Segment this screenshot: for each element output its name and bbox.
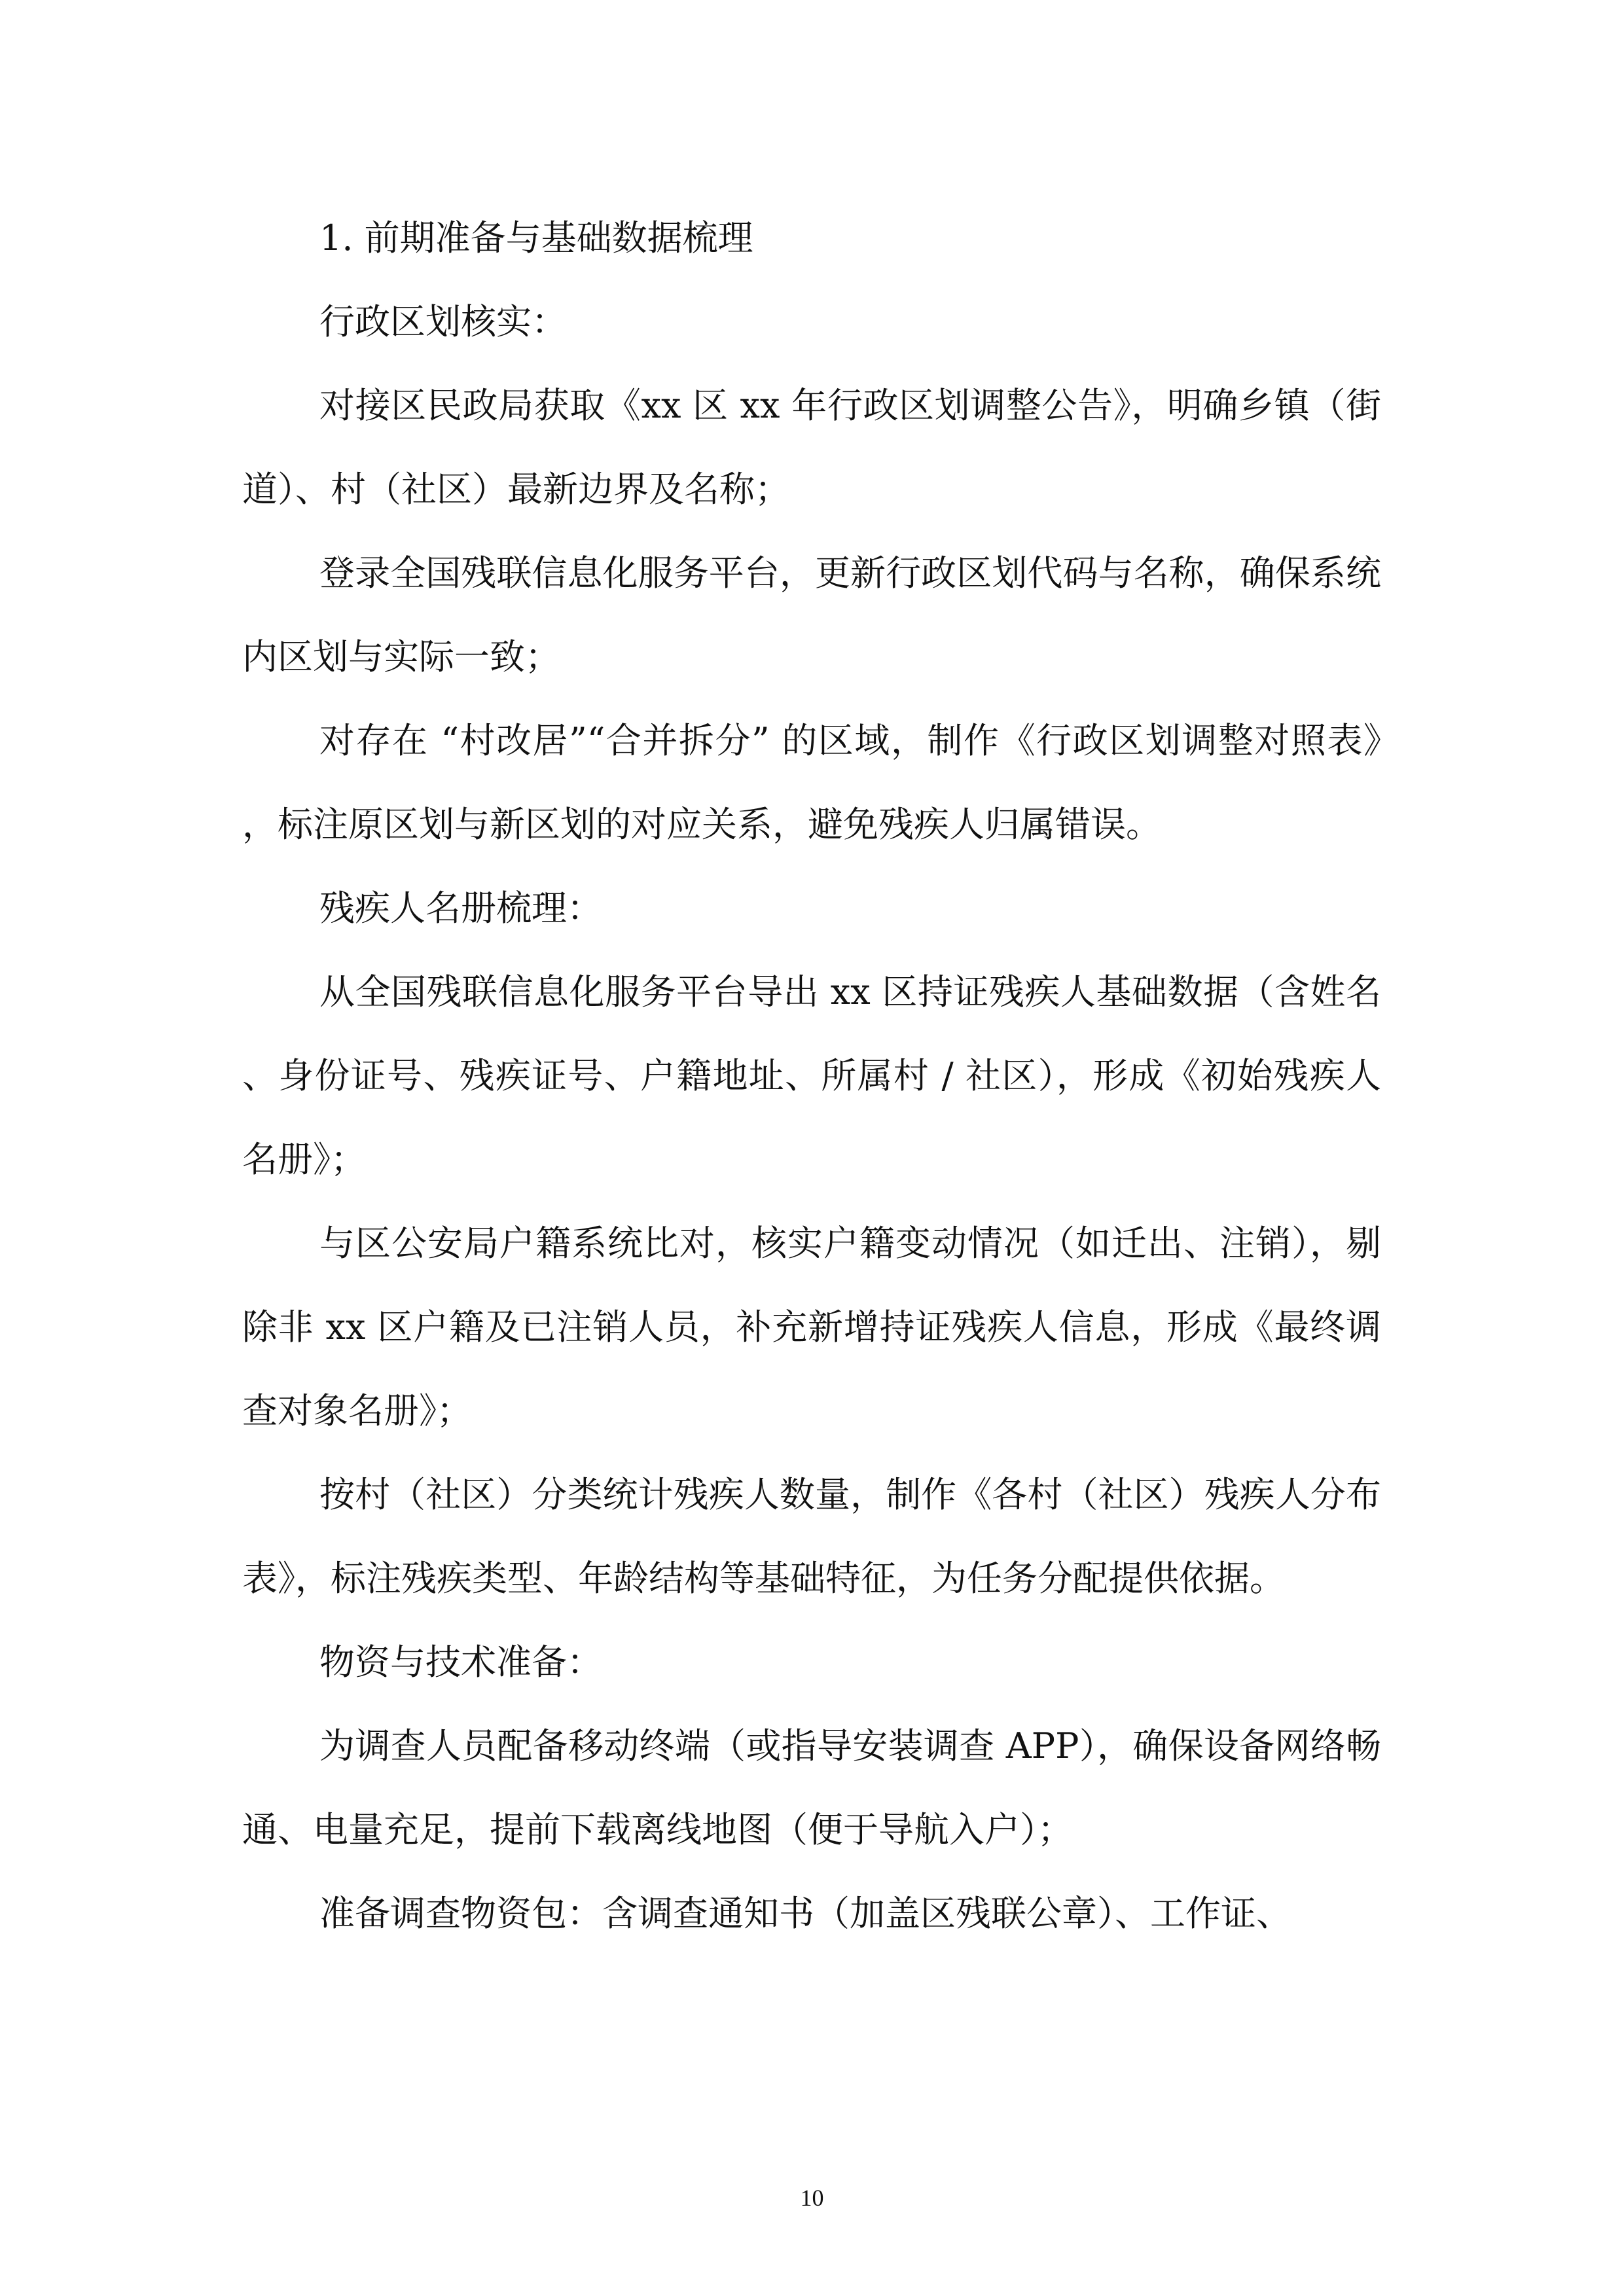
paragraph: 对存在 “村改居”“合并拆分” 的区域，制作《行政区划调整对照表》，标注原区划与新区划的对应关系，避免残疾人归属错误。 (242, 720, 1381, 845)
page-number: 10 (800, 2185, 824, 2211)
subheading-materials: 物资与技术准备： (319, 1641, 602, 1683)
paragraph: 为调查人员配备移动终端（或指导安装调查 APP），确保设备网络畅通、电量充足，提前下载离线地图（便于导航入户）； (242, 1725, 1381, 1850)
paragraph: 从全国残联信息化服务平台导出 xx 区持证残疾人基础数据（含姓名、身份证号、残疾证号、户籍地址、所属村 / 社区），形成《初始残疾人名册》； (242, 971, 1381, 1180)
subheading-roster: 残疾人名册梳理： (319, 888, 602, 929)
paragraph: 按村（社区）分类统计残疾人数量，制作《各村（社区）残疾人分布表》，标注残疾类型、年龄结构等基础特征，为任务分配提供依据。 (242, 1474, 1381, 1599)
section-heading: 1. 前期准备与基础数据梳理 (319, 217, 753, 259)
paragraph: 与区公安局户籍系统比对，核实户籍变动情况（如迁出、注销），剔除非 xx 区户籍及已注销人员，补充新增持证残疾人信息，形成《最终调查对象名册》； (242, 1223, 1381, 1431)
page-body (242, 196, 1381, 1956)
paragraph: 准备调查物资包：含调查通知书（加盖区残联公章）、工作证、 (319, 1893, 1291, 1934)
paragraph: 登录全国残联信息化服务平台，更新行政区划代码与名称，确保系统内区划与实际一致； (242, 552, 1381, 677)
subheading-admin-division: 行政区划核实： (319, 301, 567, 342)
paragraph: 对接区民政局获取《xx 区 xx 年行政区划调整公告》，明确乡镇（街道）、村（社区）最新边界及名称； (242, 385, 1381, 510)
